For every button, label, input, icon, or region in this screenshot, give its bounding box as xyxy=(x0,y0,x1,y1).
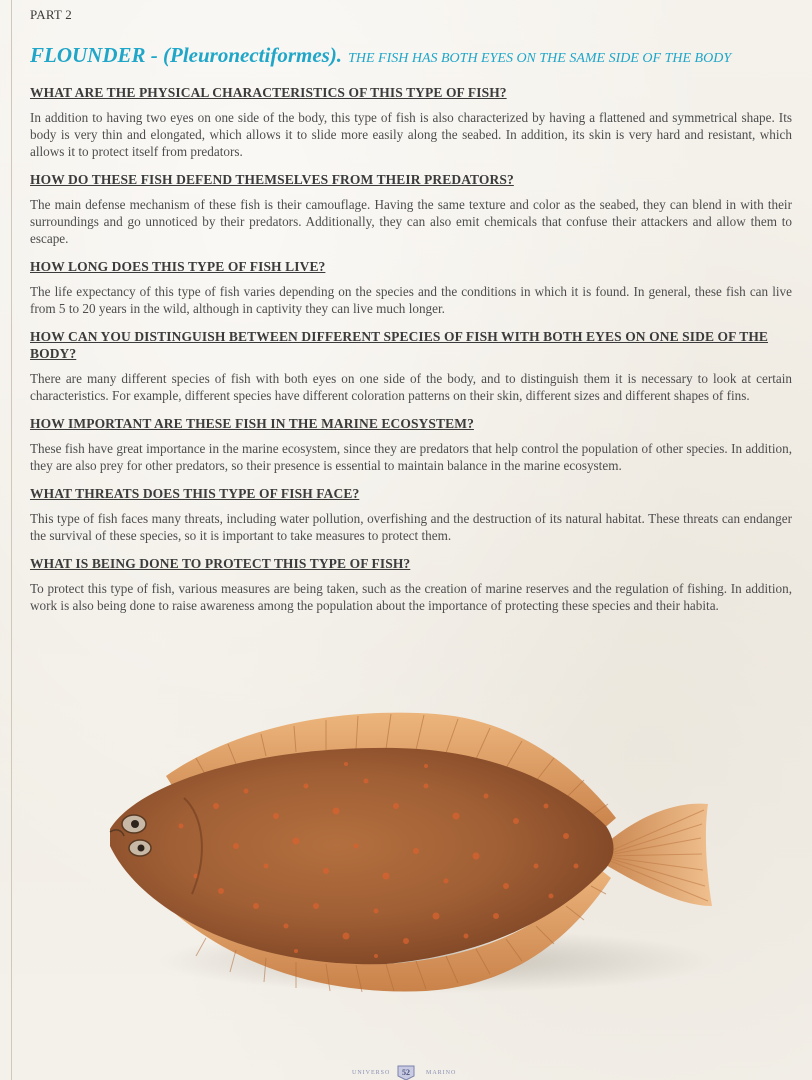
flounder-fish-image xyxy=(96,706,732,1006)
flounder-illustration xyxy=(96,706,732,1006)
section-heading: WHAT THREATS DOES THIS TYPE OF FISH FACE? xyxy=(30,486,360,501)
section-heading: HOW IMPORTANT ARE THESE FISH IN THE MARINE ECOSYSTEM? xyxy=(30,416,474,431)
part-label: PART 2 xyxy=(30,7,72,22)
section-paragraph: The main defense mechanism of these fish is their camouflage. Having the same texture and color as the seabed, they can blend in with their surroundings and go unnoticed by their predators. Additionally, they can also emit chemicals that confuse their attackers and allow them to escape. xyxy=(30,197,792,246)
qa-section-defense xyxy=(30,171,792,247)
section-heading: WHAT ARE THE PHYSICAL CHARACTERISTICS OF THIS TYPE OF FISH? xyxy=(30,85,507,100)
section-paragraph: In addition to having two eyes on one side of the body, this type of fish is also characterized by having a flattened and symmetrical shape. Its body is very thin and elongated, which allows it to slide more easily along the seabed. In addition, its skin is very hard and resistant, which allows it to protect itself from predators. xyxy=(30,110,792,159)
qa-section-lifespan xyxy=(30,258,792,317)
title-main: FLOUNDER - (Pleuronectiformes). xyxy=(30,43,343,67)
section-heading: HOW DO THESE FISH DEFEND THEMSELVES FROM THEIR PREDATORS? xyxy=(30,172,514,187)
page-footer xyxy=(0,1064,812,1080)
section-paragraph: To protect this type of fish, various measures are being taken, such as the creation of marine reserves and the regulation of fishing. In addition, work is also being done to raise awareness among the population about the importance of protecting these species and their habita. xyxy=(30,581,792,613)
section-paragraph: The life expectancy of this type of fish varies depending on the species and the conditions in which it is found. In general, these fish can live from 5 to 20 years in the wild, although in captivity they can live much longer. xyxy=(30,284,792,316)
qa-section-protection xyxy=(30,555,792,614)
footer-word-left: UNIVERSO xyxy=(352,1070,391,1076)
qa-section-species xyxy=(30,328,792,404)
qa-section-threats xyxy=(30,485,792,544)
qa-section-physical xyxy=(30,84,792,160)
footer-word-right: MARINO xyxy=(426,1070,457,1076)
page-number: 52 xyxy=(402,1068,410,1077)
section-heading: WHAT IS BEING DONE TO PROTECT THIS TYPE OF FISH? xyxy=(30,556,411,571)
left-margin-rule xyxy=(11,0,12,1080)
section-heading: HOW CAN YOU DISTINGUISH BETWEEN DIFFERENT SPECIES OF FISH WITH BOTH EYES ON ONE SIDE OF THE BODY? xyxy=(30,329,769,361)
section-paragraph: This type of fish faces many threats, including water pollution, overfishing and the destruction of its natural habitat. These threats can endanger the survival of these species, so it is important to take measures to protect them. xyxy=(30,511,792,543)
qa-section-ecosystem xyxy=(30,415,792,474)
title-subtitle: THE FISH HAS BOTH EYES ON THE SAME SIDE OF THE BODY xyxy=(348,51,732,66)
section-paragraph: These fish have great importance in the marine ecosystem, since they are predators that help control the population of other species. In addition, they are also prey for other predators, so their presence is essential to maintain balance in the marine ecosystem. xyxy=(30,441,792,473)
section-paragraph: There are many different species of fish with both eyes on one side of the body, and to distinguish them it is necessary to look at certain characteristics. For example, different species have different coloration patterns on their skin, different sizes and different shapes of fins. xyxy=(30,371,792,403)
section-heading: HOW LONG DOES THIS TYPE OF FISH LIVE? xyxy=(30,259,326,274)
article-content xyxy=(30,40,792,625)
article-title xyxy=(30,40,792,74)
